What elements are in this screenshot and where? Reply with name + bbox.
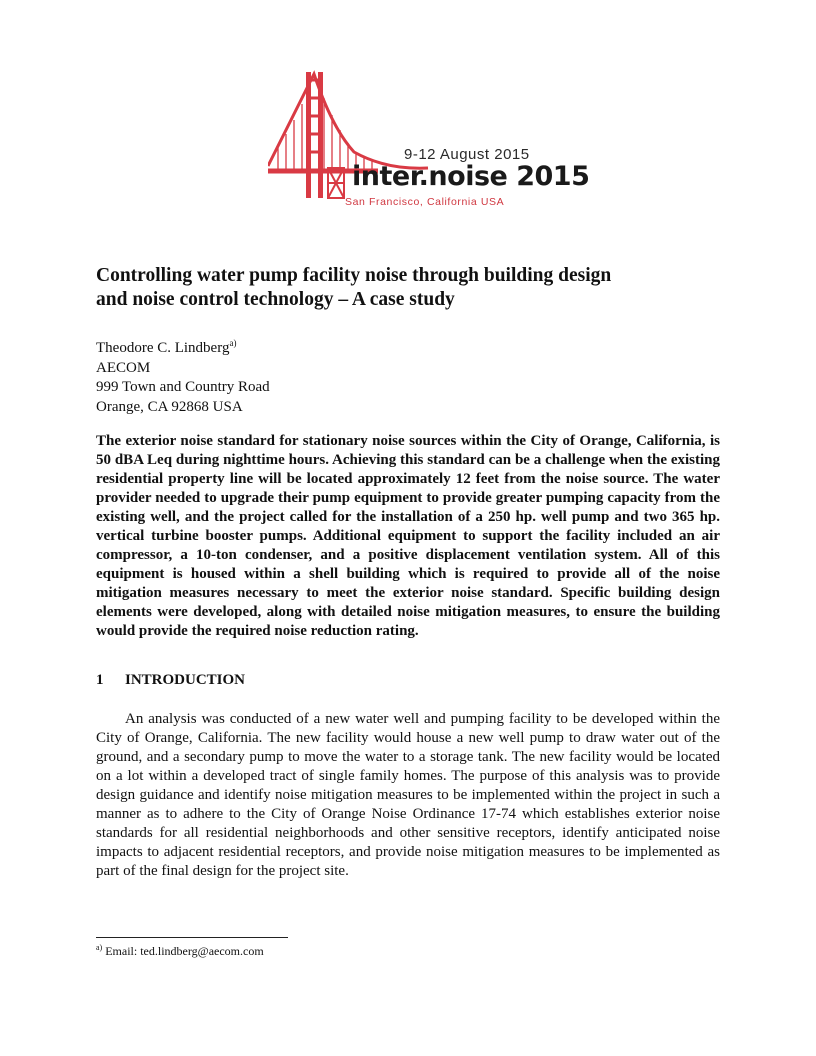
author-organization: AECOM xyxy=(96,359,151,376)
footnote xyxy=(96,944,264,959)
conference-date: 9-12 August 2015 xyxy=(404,146,530,163)
section-title: INTRODUCTION xyxy=(125,672,246,688)
conference-name: inter.noise 2015 xyxy=(352,161,590,192)
section-heading xyxy=(96,671,245,690)
conference-location: San Francisco, California USA xyxy=(345,196,505,208)
paper-title xyxy=(96,264,736,312)
abstract: The exterior noise standard for stationary noise sources within the City of Orange, California, is 50 dBA Leq during nighttime hours. Achieving this standard can be a challenge when the existing residential property line will be located approximately 12 feet from the noise source. The water provider needed to upgrade their pump equipment to provide greater pumping capacity from the existing well, and the project called for the installation of a 250 hp. well pump and two 365 hp. vertical turbine booster pumps. Additional equipment to support the facility included an air compressor, a 10-ton condenser, and a positive displacement ventilation system. All of this equipment is housed within a shell building which is required to provide all of the noise mitigation measures necessary to meet the exterior noise standard. Specific building design elements were developed, along with detailed noise mitigation measures, to ensure the building would provide the required noise reduction rating. xyxy=(96,433,720,639)
author-street: 999 Town and Country Road xyxy=(96,379,270,395)
paper-title-line-2: and noise control technology – A case study xyxy=(96,289,455,310)
footnote-text: Email: ted.lindberg@aecom.com xyxy=(105,944,264,958)
introduction-paragraph: An analysis was conducted of a new water well and pumping facility to be developed within the City of Orange, California. The new facility would house a new well pump to draw water out of the ground, and a secondary pump to move the water to a storage tank. The new facility would be located on a lot within a developed tract of single family homes. The purpose of this analysis was to provide design guidance and identify noise mitigation measures to be implemented within the project in such a manner as to adhere to the City of Orange Noise Ordinance 17-74 which establishes exterior noise standards for all residential neighborhoods and other sensitive receptors, identify anticipated noise impacts to adjacent residential receptors, and provide noise mitigation measures to be implemented as part of the final design for the project site. xyxy=(96,711,720,879)
conference-logo xyxy=(268,70,590,212)
affiliation-mark: a) xyxy=(229,338,237,348)
author-city: Orange, CA 92868 USA xyxy=(96,398,243,415)
author-name: Theodore C. Lindberg xyxy=(96,340,230,356)
footnote-mark: a) xyxy=(96,943,103,952)
paper-title-line-1: Controlling water pump facility noise through building design xyxy=(96,265,612,286)
section-number: 1 xyxy=(96,672,104,688)
footnote-divider xyxy=(96,937,288,938)
author-block xyxy=(96,339,270,417)
author-name-line xyxy=(96,339,270,359)
